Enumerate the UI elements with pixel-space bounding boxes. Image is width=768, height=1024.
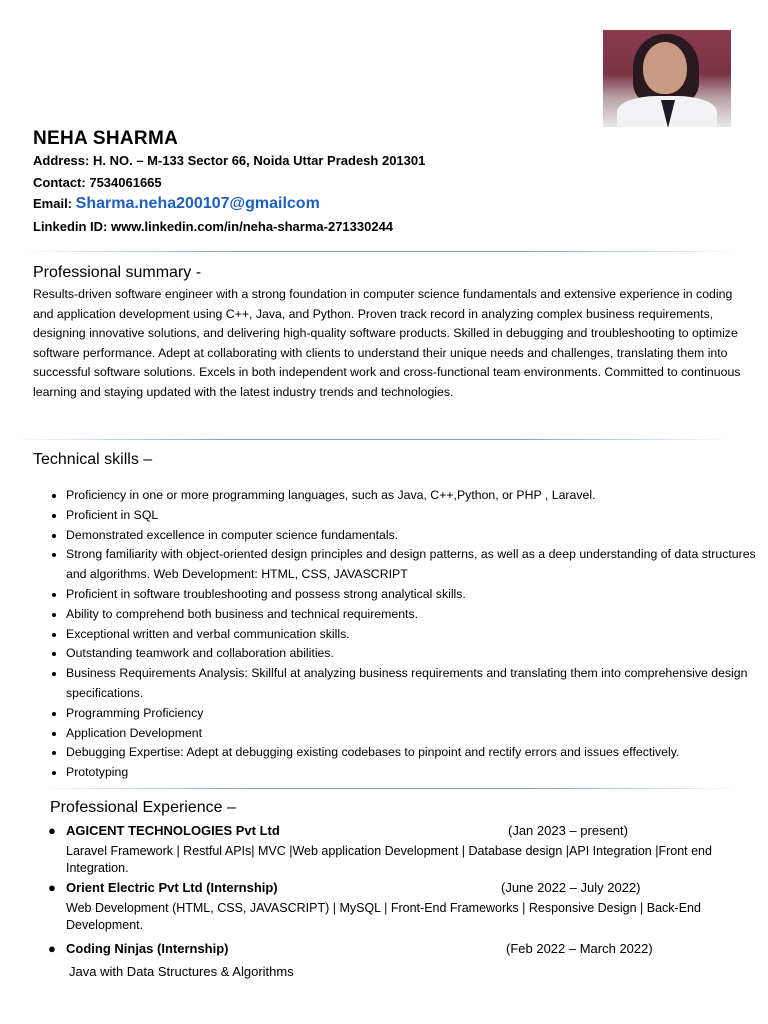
company-name: Coding Ninjas (Internship) — [66, 941, 229, 956]
contact-value: 7534061665 — [89, 175, 162, 190]
email-line — [33, 195, 320, 213]
email-label: Email: — [33, 196, 73, 211]
list-item: • Application Development — [66, 724, 768, 744]
divider — [22, 251, 740, 252]
job-description: Web Development (HTML, CSS, JAVASCRIPT) | MySQL | Front-End Frameworks | Responsive Design | Back-End Development. — [66, 901, 701, 932]
company-name: Orient Electric Pvt Ltd (Internship) — [66, 880, 278, 895]
bullet-icon: ● — [48, 941, 56, 956]
skills-heading: Technical skills – — [33, 451, 153, 468]
divider — [40, 788, 740, 789]
summary-text: Results-driven software engineer with a strong foundation in computer science fundamentals and extensive experience in coding and application development using C++, Java, and Python. Proven track record in analyzing complex business requirements, designing innovative solutions, and delivering high-quality software products. Skilled in debugging and troubleshooting to optimize software performance. Adept at collaborating with clients to understand their unique needs and challenges, translating them into successful software solutions. Excels in both independent work and cross-functional team environments. Committed to continuous learning and staying updated with the latest industry trends and technologies. — [33, 287, 741, 399]
linkedin-label: Linkedin ID: — [33, 219, 108, 234]
linkedin-value: www.linkedin.com/in/neha-sharma-271330244 — [111, 219, 394, 234]
job-dates: (Jan 2023 – present) — [508, 823, 628, 838]
linkedin-line — [33, 219, 393, 234]
skills-list — [33, 486, 768, 783]
experience-heading: Professional Experience – — [50, 799, 236, 816]
list-item: • Business Requirements Analysis: Skillful at analyzing business requirements and translating them into comprehensive design specifications. — [66, 664, 768, 704]
job-description: Java with Data Structures & Algorithms — [69, 964, 294, 979]
contact-label: Contact: — [33, 175, 86, 190]
photo-face — [643, 42, 687, 94]
list-item: • Debugging Expertise: Adept at debugging existing codebases to pinpoint and rectify errors and issues effectively. — [66, 743, 768, 763]
bullet-icon: ● — [48, 880, 56, 895]
job-dates: (Feb 2022 – March 2022) — [506, 941, 653, 956]
profile-photo — [603, 30, 731, 127]
email-link[interactable]: Sharma.neha200107@gmailcom — [75, 195, 320, 212]
list-item: • Exceptional written and verbal communication skills. — [66, 625, 768, 645]
address-line — [33, 153, 425, 168]
photo-tie — [661, 100, 675, 127]
list-item: • Proficiency in one or more programming languages, such as Java, C++,Python, or PHP , Laravel. — [66, 486, 768, 506]
bullet-icon: ● — [48, 823, 56, 838]
address-value: H. NO. – M-133 Sector 66, Noida Uttar Pradesh 201301 — [92, 153, 426, 168]
company-name: AGICENT TECHNOLOGIES Pvt Ltd — [66, 823, 280, 838]
list-item: • Programming Proficiency — [66, 704, 768, 724]
list-item: • Proficient in software troubleshooting and possess strong analytical skills. — [66, 585, 768, 605]
experience-item — [33, 941, 738, 980]
list-item: • Ability to comprehend both business and technical requirements. — [66, 605, 768, 625]
contact-line — [33, 175, 162, 190]
job-description: Laravel Framework | Restful APIs| MVC |Web application Development | Database design |API Integration |Front end Integration. — [66, 844, 712, 875]
list-item: • Demonstrated excellence in computer science fundamentals. — [66, 526, 768, 546]
experience-item — [33, 823, 738, 877]
candidate-name: NEHA SHARMA — [33, 128, 179, 149]
list-item: • Outstanding teamwork and collaboration abilities. — [66, 644, 768, 664]
list-item: • Strong familiarity with object-oriented design principles and design patterns, as well as a deep understanding of data structures and algorithms. Web Development: HTML, CSS, JAVASCRIPT — [66, 545, 768, 585]
experience-item — [33, 880, 738, 934]
job-dates: (June 2022 – July 2022) — [501, 880, 641, 895]
divider — [14, 439, 730, 440]
list-item: • Prototyping — [66, 763, 768, 783]
address-label: Address: — [33, 153, 90, 168]
summary-heading: Professional summary - — [33, 264, 202, 281]
list-item: • Proficient in SQL — [66, 506, 768, 526]
